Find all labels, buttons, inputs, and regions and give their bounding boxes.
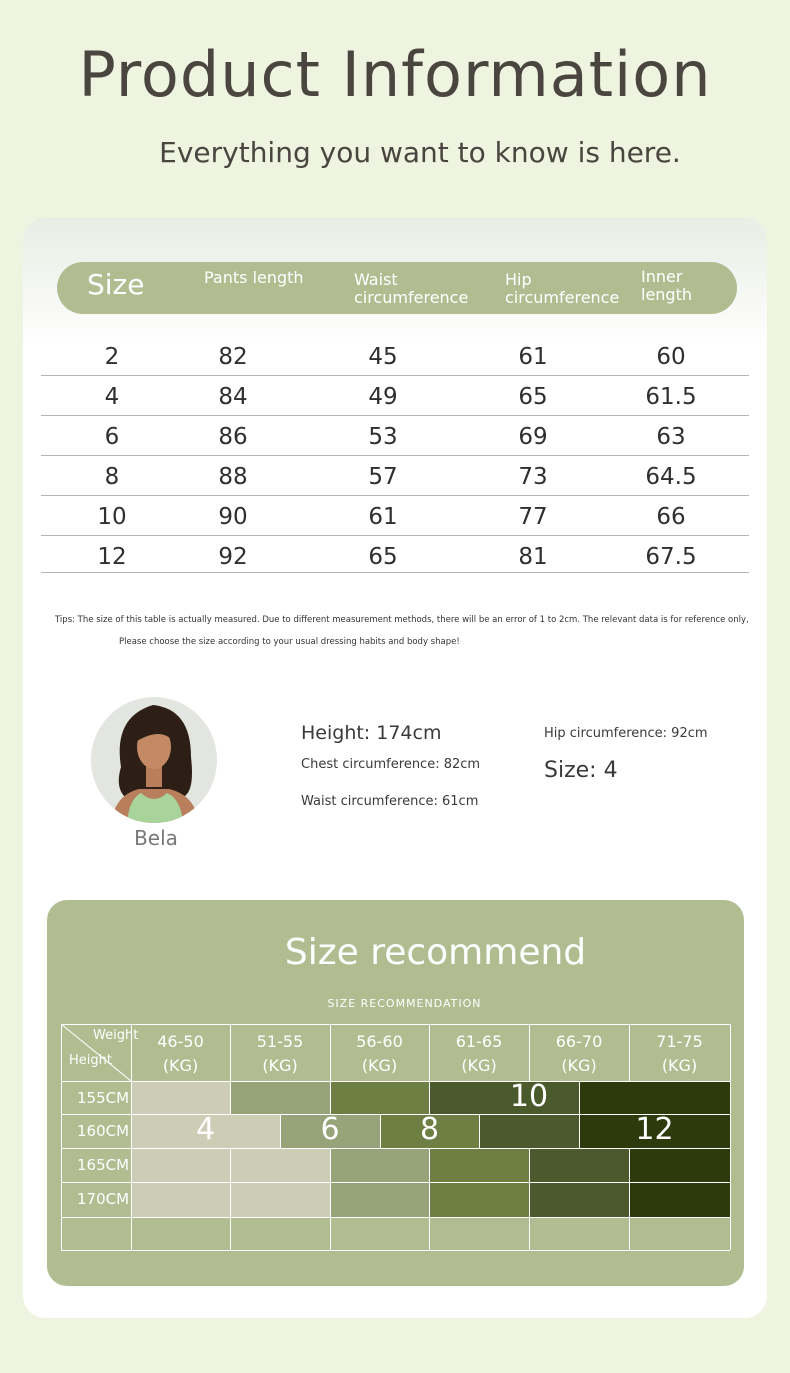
table-row <box>41 336 749 376</box>
grid-line <box>529 1148 530 1250</box>
column-header: Inner length <box>641 267 692 304</box>
table-row <box>41 456 749 496</box>
weight-header: 56-60 (KG) <box>356 1032 403 1075</box>
table-cell: 88 <box>218 464 248 490</box>
table-cell: 77 <box>518 504 548 530</box>
column-header: Size <box>87 268 145 301</box>
grid-cell <box>429 1182 529 1217</box>
model-avatar <box>91 697 217 823</box>
table-cell: 67.5 <box>645 544 697 570</box>
tips-line-2: Please choose the size according to your usual dressing habits and body shape! <box>119 637 460 647</box>
grid-line <box>629 1148 630 1250</box>
grid-line <box>61 1217 730 1218</box>
table-cell: 65 <box>368 544 398 570</box>
table-row <box>41 376 749 416</box>
table-cell: 61.5 <box>645 384 697 410</box>
grid-cell <box>629 1182 730 1217</box>
table-cell: 92 <box>218 544 248 570</box>
grid-cell <box>230 1081 330 1114</box>
table-cell: 2 <box>104 344 120 370</box>
table-cell: 86 <box>218 424 248 450</box>
size-number: 4 <box>195 1112 216 1147</box>
weight-header: 61-65 (KG) <box>455 1032 503 1075</box>
page-subtitle: Everything you want to know is here. <box>159 136 681 169</box>
table-cell: 60 <box>656 344 686 370</box>
model-size: Size: 4 <box>544 758 618 783</box>
table-cell: 8 <box>104 464 120 490</box>
size-number: 6 <box>320 1112 340 1147</box>
column-header: Pants length <box>204 268 304 287</box>
table-row <box>41 496 749 536</box>
grid-cell <box>429 1148 529 1182</box>
size-table-header <box>57 262 737 314</box>
height-label: 160CM <box>77 1122 130 1140</box>
grid-line <box>330 1081 331 1114</box>
grid-line <box>61 1250 730 1251</box>
size-number: 10 <box>509 1079 549 1114</box>
page-title: Product Information <box>78 38 712 111</box>
grid-cell <box>629 1148 730 1182</box>
grid-line <box>330 1148 331 1250</box>
grid-cell <box>330 1148 429 1182</box>
grid-cell <box>479 1114 579 1148</box>
weight-header: 71-75 (KG) <box>656 1032 703 1075</box>
table-cell: 64.5 <box>645 464 697 490</box>
tips-line-1: Tips: The size of this table is actually measured. Due to different measurement methods, there will be an error of 1 to 2cm. The relevant data is for reference only, <box>55 615 749 625</box>
table-cell: 10 <box>97 504 127 530</box>
column-header: Hip circumference <box>505 270 620 307</box>
height-label: 170CM <box>77 1190 130 1208</box>
grid-line <box>131 1148 132 1250</box>
table-cell: 53 <box>368 424 398 450</box>
table-cell: 90 <box>218 504 248 530</box>
weight-header: 66-70 (KG) <box>555 1032 603 1075</box>
grid-line <box>131 1081 132 1114</box>
table-cell: 82 <box>218 344 248 370</box>
corner-weight-label: Weight <box>93 1028 139 1043</box>
size-recommend-title: Size recommend <box>284 932 587 973</box>
table-cell: 81 <box>518 544 548 570</box>
height-label: 155CM <box>77 1089 130 1107</box>
weight-header: 51-55 (KG) <box>256 1032 304 1075</box>
grid-line <box>61 1182 730 1183</box>
grid-line <box>230 1081 231 1114</box>
table-cell: 69 <box>518 424 548 450</box>
grid-cell <box>579 1081 730 1114</box>
grid-cell <box>330 1081 429 1114</box>
size-number: 12 <box>635 1112 674 1147</box>
size-recommend-panel <box>47 900 744 1286</box>
table-cell: 63 <box>656 424 686 450</box>
grid-cell <box>529 1182 629 1217</box>
grid-cell <box>529 1148 629 1182</box>
table-cell: 57 <box>368 464 398 490</box>
model-hip: Hip circumference: 92cm <box>544 726 708 741</box>
table-row <box>41 536 749 573</box>
model-waist: Waist circumference: 61cm <box>301 794 479 809</box>
grid-line <box>61 1024 730 1025</box>
size-recommend-subtitle: SIZE RECOMMENDATION <box>327 997 482 1010</box>
table-cell: 61 <box>368 504 398 530</box>
grid-line <box>429 1148 430 1250</box>
table-cell: 73 <box>518 464 548 490</box>
model-height: Height: 174cm <box>301 722 442 744</box>
grid-line <box>230 1148 231 1250</box>
table-cell: 66 <box>656 504 686 530</box>
grid-line <box>579 1081 580 1114</box>
corner-height-label: Height <box>69 1053 112 1068</box>
column-header: Waist circumference <box>354 270 469 307</box>
model-chest: Chest circumference: 82cm <box>301 757 481 772</box>
size-number: 8 <box>419 1112 440 1147</box>
grid-cell <box>330 1182 429 1217</box>
table-cell: 49 <box>368 384 398 410</box>
weight-header: 46-50 (KG) <box>157 1032 204 1075</box>
grid-cell <box>131 1081 230 1114</box>
grid-line <box>61 1081 730 1082</box>
table-cell: 65 <box>518 384 548 410</box>
model-name: Bela <box>134 826 178 850</box>
grid-line <box>429 1081 430 1114</box>
table-cell: 45 <box>368 344 398 370</box>
grid-line <box>479 1114 480 1148</box>
height-label: 165CM <box>77 1156 130 1174</box>
table-cell: 12 <box>97 544 127 570</box>
table-cell: 61 <box>518 344 548 370</box>
table-row <box>41 416 749 456</box>
grid-line <box>730 1024 731 1250</box>
table-cell: 6 <box>104 424 120 450</box>
table-cell: 4 <box>104 384 120 410</box>
table-cell: 84 <box>218 384 248 410</box>
